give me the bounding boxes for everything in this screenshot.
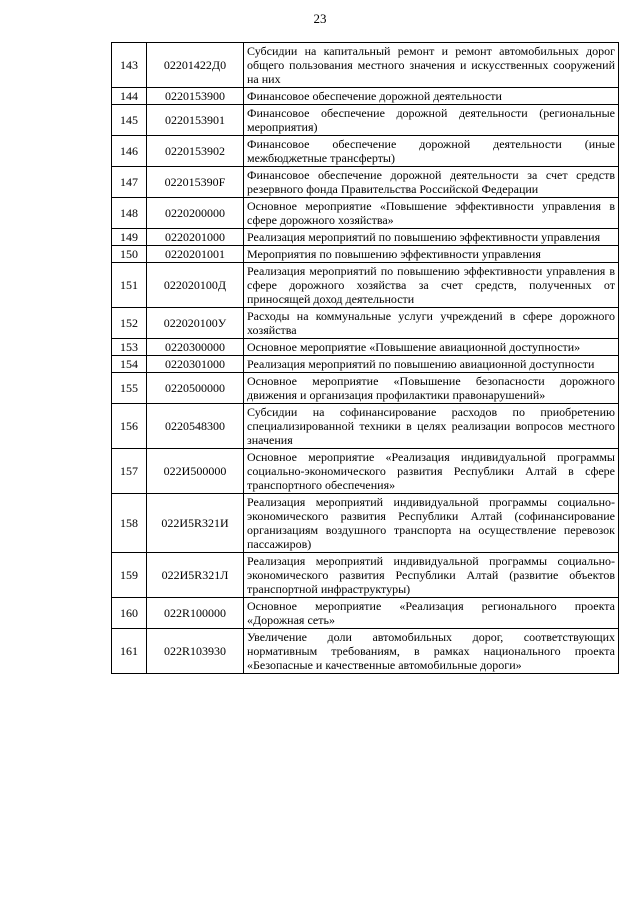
name-cell: Расходы на коммунальные услуги учреждений в сфере дорожного хозяйства <box>244 308 619 339</box>
table-row <box>112 43 619 88</box>
code-cell: 0220500000 <box>147 373 244 404</box>
name-cell: Реализация мероприятий индивидуальной программы социально-экономического развития Республики Алтай (развитие объектов транспортной инфраструктуры) <box>244 553 619 598</box>
row-number-cell: 158 <box>112 494 147 553</box>
name-cell: Субсидии на капитальный ремонт и ремонт автомобильных дорог общего пользования местного значения и искусственных сооружений на них <box>244 43 619 88</box>
table-row <box>112 263 619 308</box>
name-cell: Основное мероприятие «Повышение эффективности управления в сфере дорожного хозяйства» <box>244 198 619 229</box>
name-cell: Реализация мероприятий по повышению эффективности управления в сфере дорожного хозяйства за счет средств, полученных от приносящей доход деятельности <box>244 263 619 308</box>
table-row <box>112 246 619 263</box>
name-cell: Субсидии на софинансирование расходов по приобретению специализированной техники в целях реализации вопросов местного значения <box>244 404 619 449</box>
row-number-cell: 154 <box>112 356 147 373</box>
table-row <box>112 598 619 629</box>
budget-classification-table <box>111 42 619 674</box>
row-number-cell: 144 <box>112 88 147 105</box>
code-cell: 0220153900 <box>147 88 244 105</box>
name-cell: Реализация мероприятий индивидуальной программы социально-экономического развития Республики Алтай (софинансирование организациям воздушного транспорта на осуществление перевозок пассажиров) <box>244 494 619 553</box>
name-cell: Основное мероприятие «Реализация индивидуальной программы социально-экономического развития Республики Алтай в сфере транспортного обеспечения» <box>244 449 619 494</box>
row-number-cell: 146 <box>112 136 147 167</box>
code-cell: 022R103930 <box>147 629 244 674</box>
table-body <box>112 43 619 674</box>
table-row <box>112 198 619 229</box>
name-cell: Финансовое обеспечение дорожной деятельности <box>244 88 619 105</box>
code-cell: 0220548300 <box>147 404 244 449</box>
code-cell: 0220301000 <box>147 356 244 373</box>
name-cell: Основное мероприятие «Повышение безопасности дорожного движения и организация профилактики правонарушений» <box>244 373 619 404</box>
table-row <box>112 494 619 553</box>
row-number-cell: 150 <box>112 246 147 263</box>
name-cell: Финансовое обеспечение дорожной деятельности (региональные мероприятия) <box>244 105 619 136</box>
code-cell: 022015390F <box>147 167 244 198</box>
row-number-cell: 160 <box>112 598 147 629</box>
table-row <box>112 136 619 167</box>
table-row <box>112 373 619 404</box>
table-row <box>112 88 619 105</box>
table-row <box>112 339 619 356</box>
row-number-cell: 145 <box>112 105 147 136</box>
row-number-cell: 149 <box>112 229 147 246</box>
table-row <box>112 105 619 136</box>
row-number-cell: 148 <box>112 198 147 229</box>
name-cell: Финансовое обеспечение дорожной деятельности (иные межбюджетные трансферты) <box>244 136 619 167</box>
row-number-cell: 157 <box>112 449 147 494</box>
table-row <box>112 404 619 449</box>
code-cell: 022И5R321Л <box>147 553 244 598</box>
code-cell: 0220300000 <box>147 339 244 356</box>
table-row <box>112 356 619 373</box>
code-cell: 0220201000 <box>147 229 244 246</box>
code-cell: 022020100У <box>147 308 244 339</box>
code-cell: 022И5R321И <box>147 494 244 553</box>
table-row <box>112 229 619 246</box>
table-row <box>112 553 619 598</box>
code-cell: 022И500000 <box>147 449 244 494</box>
row-number-cell: 147 <box>112 167 147 198</box>
table-row <box>112 449 619 494</box>
code-cell: 0220201001 <box>147 246 244 263</box>
code-cell: 022R100000 <box>147 598 244 629</box>
code-cell: 022020100Д <box>147 263 244 308</box>
page-number: 23 <box>313 11 327 26</box>
name-cell: Финансовое обеспечение дорожной деятельности за счет средств резервного фонда Правительства Российской Федерации <box>244 167 619 198</box>
code-cell: 0220200000 <box>147 198 244 229</box>
row-number-cell: 156 <box>112 404 147 449</box>
table-row <box>112 308 619 339</box>
code-cell: 02201422Д0 <box>147 43 244 88</box>
row-number-cell: 155 <box>112 373 147 404</box>
table-row <box>112 629 619 674</box>
name-cell: Реализация мероприятий по повышению авиационной доступности <box>244 356 619 373</box>
name-cell: Реализация мероприятий по повышению эффективности управления <box>244 229 619 246</box>
row-number-cell: 161 <box>112 629 147 674</box>
name-cell: Основное мероприятие «Повышение авиационной доступности» <box>244 339 619 356</box>
code-cell: 0220153901 <box>147 105 244 136</box>
name-cell: Увеличение доли автомобильных дорог, соответствующих нормативным требованиям, в рамках национального проекта «Безопасные и качественные автомобильные дороги» <box>244 629 619 674</box>
row-number-cell: 159 <box>112 553 147 598</box>
row-number-cell: 152 <box>112 308 147 339</box>
code-cell: 0220153902 <box>147 136 244 167</box>
row-number-cell: 143 <box>112 43 147 88</box>
name-cell: Основное мероприятие «Реализация регионального проекта «Дорожная сеть» <box>244 598 619 629</box>
row-number-cell: 151 <box>112 263 147 308</box>
name-cell: Мероприятия по повышению эффективности управления <box>244 246 619 263</box>
table-row <box>112 167 619 198</box>
row-number-cell: 153 <box>112 339 147 356</box>
